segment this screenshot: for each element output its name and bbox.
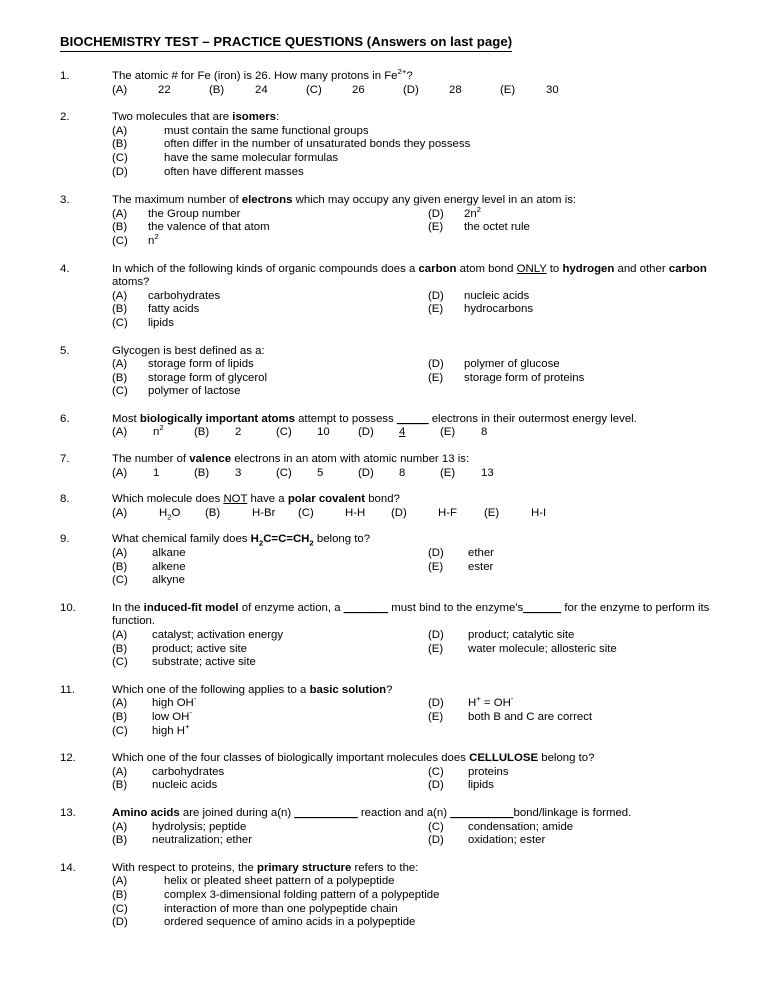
question-item xyxy=(60,533,710,587)
question-number: 8. xyxy=(60,493,70,506)
option-text: high OH- xyxy=(152,694,197,710)
option-row xyxy=(112,358,710,372)
question-number: 10. xyxy=(60,601,76,614)
option-text: 22 xyxy=(158,83,171,96)
option-text: 3 xyxy=(235,466,242,479)
option-label: (A) xyxy=(112,629,128,641)
option-row xyxy=(112,656,710,670)
option-row xyxy=(112,821,710,835)
option-text: 1 xyxy=(153,466,160,479)
question-number: 12. xyxy=(60,752,76,765)
answer-option[interactable] xyxy=(112,889,439,903)
option-text: often differ in the number of unsaturated bonds they possess xyxy=(164,138,471,151)
option-label: (B) xyxy=(112,642,128,655)
option-label: (A) xyxy=(112,765,128,778)
option-text: $n^2$ xyxy=(148,232,159,247)
option-label: (D) xyxy=(112,165,128,178)
option-label: (A) xyxy=(112,289,128,302)
option-text: 4 xyxy=(399,426,406,439)
question-stem: Which one of the following applies to a basic solution? xyxy=(112,683,393,696)
question-stem: The maximum number of electrons which may occupy any given energy level in an atom is: xyxy=(112,194,577,207)
option-label: (D) xyxy=(428,547,444,560)
option-label: (C) xyxy=(112,234,128,247)
option-label: (A) xyxy=(112,124,128,137)
option-group xyxy=(112,766,710,793)
option-label: (B) xyxy=(112,303,128,316)
question-number: 1. xyxy=(60,70,70,82)
option-row xyxy=(112,125,710,139)
option-text: product; catalytic site xyxy=(468,629,575,641)
option-label: (A) xyxy=(112,207,128,220)
option-text: 26 xyxy=(352,83,365,96)
option-label: (E) xyxy=(500,83,516,96)
question-item xyxy=(60,111,710,179)
option-text: carbohydrates xyxy=(148,289,221,302)
question-stem: Which one of the four classes of biologically important molecules does CELLULOSE belong to? xyxy=(112,752,595,765)
option-label: (D) xyxy=(358,466,374,479)
option-label: (B) xyxy=(112,779,128,792)
answer-option[interactable] xyxy=(428,547,494,561)
option-label: (B) xyxy=(112,371,128,384)
question-number: 4. xyxy=(60,262,70,275)
option-text: helix or pleated sheet pattern of a polypeptide xyxy=(164,875,395,888)
option-row xyxy=(112,574,710,588)
option-text: 28 xyxy=(449,83,462,96)
question-number: 2. xyxy=(60,111,70,124)
answer-option[interactable] xyxy=(194,426,276,440)
answer-option[interactable] xyxy=(358,426,440,440)
option-group xyxy=(112,875,710,929)
option-text: product; active site xyxy=(152,642,247,655)
answer-option[interactable] xyxy=(112,694,428,711)
question-item xyxy=(60,602,710,670)
answer-option[interactable] xyxy=(112,423,194,440)
option-text: lipids xyxy=(468,779,494,792)
answer-option[interactable] xyxy=(276,467,358,481)
option-row xyxy=(112,779,710,793)
question-item xyxy=(60,493,710,520)
option-row xyxy=(112,372,710,386)
option-group xyxy=(112,507,710,521)
option-text: alkane xyxy=(152,547,186,560)
option-group xyxy=(112,358,710,399)
option-text: storage form of lipids xyxy=(148,358,254,371)
option-row xyxy=(112,916,710,930)
option-group xyxy=(112,84,710,98)
option-text: the Group number xyxy=(148,207,241,220)
answer-option[interactable] xyxy=(428,711,592,725)
answer-option[interactable] xyxy=(484,507,577,521)
option-group xyxy=(112,694,710,738)
option-label: (D) xyxy=(428,358,444,371)
option-text: high H+ xyxy=(152,721,190,737)
answer-option[interactable] xyxy=(112,166,304,180)
question-number: 14. xyxy=(60,861,76,874)
question-number: 6. xyxy=(60,412,70,425)
answer-option[interactable] xyxy=(112,561,428,575)
option-label: (C) xyxy=(306,83,322,96)
question-stem: Most biologically important atoms attempt to possess _____ electrons in their outermost energy level. xyxy=(112,412,637,425)
option-text: polymer of lactose xyxy=(148,385,241,398)
option-label: (C) xyxy=(112,902,128,915)
question-item xyxy=(60,67,710,97)
option-text: fatty acids xyxy=(148,303,200,316)
question-stem: What chemical family does $H_2C=C=CH_2$ belong to? xyxy=(112,533,371,548)
option-label: (A) xyxy=(112,875,128,888)
answer-option[interactable] xyxy=(112,656,428,670)
answer-option[interactable] xyxy=(428,358,560,372)
option-label: (D) xyxy=(112,916,128,929)
option-label: (A) xyxy=(112,506,128,519)
option-row xyxy=(112,507,710,521)
question-item xyxy=(60,263,710,331)
answer-option[interactable] xyxy=(440,426,522,440)
answer-option[interactable] xyxy=(428,629,574,643)
question-stem: The number of valence electrons in an atom with atomic number 13 is: xyxy=(112,453,470,466)
answer-option[interactable] xyxy=(209,84,306,98)
answer-option[interactable] xyxy=(428,643,617,657)
option-text: H-F xyxy=(438,506,457,519)
option-text: H-Br xyxy=(252,506,276,519)
answer-option[interactable] xyxy=(112,821,428,835)
question-stem: With respect to proteins, the primary structure refers to the: xyxy=(112,861,419,874)
option-group xyxy=(112,125,710,179)
question-number: 5. xyxy=(60,344,70,357)
option-text: H+ = OH- xyxy=(468,694,514,710)
option-label: (D) xyxy=(358,426,374,439)
answer-option[interactable] xyxy=(440,467,522,481)
option-group xyxy=(112,423,710,440)
answer-option[interactable] xyxy=(428,779,494,793)
option-label: (B) xyxy=(112,221,128,234)
option-label: (B) xyxy=(194,426,210,439)
option-text: both B and C are correct xyxy=(468,710,593,723)
option-label: (E) xyxy=(428,642,444,655)
option-label: (B) xyxy=(205,506,221,519)
option-text: have the same molecular formulas xyxy=(164,151,339,164)
option-label: (C) xyxy=(112,385,128,398)
question-number: 3. xyxy=(60,194,70,207)
option-group xyxy=(112,467,710,481)
answer-option[interactable] xyxy=(428,303,533,317)
answer-option[interactable] xyxy=(112,232,428,249)
answer-option[interactable] xyxy=(112,221,428,235)
option-label: (C) xyxy=(428,820,444,833)
option-text: low OH- xyxy=(152,708,192,723)
answer-option[interactable] xyxy=(205,507,298,521)
answer-option[interactable] xyxy=(391,507,484,521)
question-stem: The atomic # for Fe (iron) is 26. How many protons in $Fe^{2+}$? xyxy=(112,67,413,82)
option-text: interaction of more than one polypeptide chain xyxy=(164,902,398,915)
question-stem: Which molecule does NOT have a polar covalent bond? xyxy=(112,493,400,506)
option-row xyxy=(112,903,710,917)
option-text: substrate; active site xyxy=(152,656,256,669)
option-text: 10 xyxy=(317,426,330,439)
question-stem: In which of the following kinds of organic compounds does a carbon atom bond ONLY to hydrogen and other carbon atoms? xyxy=(112,262,707,289)
option-row xyxy=(112,204,710,222)
question-stem: Two molecules that are isomers: xyxy=(112,111,280,124)
answer-option[interactable] xyxy=(112,574,428,588)
option-label: (C) xyxy=(112,724,128,737)
answer-option[interactable] xyxy=(112,290,428,304)
option-text: must contain the same functional groups xyxy=(164,124,369,137)
option-label: (C) xyxy=(428,765,444,778)
option-text: catalyst; activation energy xyxy=(152,629,284,641)
option-label: (E) xyxy=(428,221,444,234)
option-text: oxidation; ester xyxy=(468,834,546,847)
question-item xyxy=(60,345,710,399)
answer-option[interactable] xyxy=(428,372,584,386)
option-label: (E) xyxy=(428,560,444,573)
option-label: (D) xyxy=(428,207,444,220)
option-label: (D) xyxy=(428,697,444,710)
option-row xyxy=(112,166,710,180)
option-text: proteins xyxy=(468,765,509,778)
answer-option[interactable] xyxy=(112,721,428,739)
answer-option[interactable] xyxy=(112,708,428,725)
option-label: (E) xyxy=(428,303,444,316)
question-number: 11. xyxy=(60,683,75,696)
option-text: polymer of glucose xyxy=(464,358,560,371)
option-text: lipids xyxy=(148,316,174,329)
option-row xyxy=(112,629,710,643)
answer-option[interactable] xyxy=(428,204,481,222)
option-label: (B) xyxy=(209,83,225,96)
answer-option[interactable] xyxy=(403,84,500,98)
option-group xyxy=(112,204,710,249)
option-text: 5 xyxy=(317,466,324,479)
option-label: (D) xyxy=(428,834,444,847)
option-group xyxy=(112,290,710,331)
option-text: carbohydrates xyxy=(152,765,225,778)
answer-option[interactable] xyxy=(306,84,403,98)
option-label: (A) xyxy=(112,820,128,833)
answer-option[interactable] xyxy=(194,467,276,481)
answer-option[interactable] xyxy=(112,317,428,331)
question-list xyxy=(60,67,710,930)
option-label: (C) xyxy=(298,506,314,519)
option-text: $n^2$ xyxy=(153,423,164,439)
option-text: nucleic acids xyxy=(152,779,218,792)
option-label: (E) xyxy=(484,506,500,519)
option-label: (A) xyxy=(112,697,128,710)
question-item xyxy=(60,684,710,738)
answer-option[interactable] xyxy=(112,834,428,848)
option-group xyxy=(112,821,710,848)
option-label: (A) xyxy=(112,547,128,560)
option-row xyxy=(112,138,710,152)
question-stem: Glycogen is best defined as a: xyxy=(112,344,265,357)
option-label: (D) xyxy=(403,83,419,96)
option-text: storage form of proteins xyxy=(464,371,585,384)
option-row xyxy=(112,708,710,725)
question-stem: Amino acids are joined during a(n) __________ reaction and a(n) __________bond/linkage is formed. xyxy=(112,806,632,819)
option-text: alkyne xyxy=(152,574,185,587)
option-text: 13 xyxy=(481,466,494,479)
answer-option[interactable] xyxy=(112,629,428,643)
option-label: (B) xyxy=(112,138,128,151)
option-text: nucleic acids xyxy=(464,289,530,302)
option-text: alkene xyxy=(152,560,186,573)
answer-option[interactable] xyxy=(112,916,415,930)
option-text: 2 xyxy=(235,426,242,439)
option-label: (D) xyxy=(391,506,407,519)
answer-option[interactable] xyxy=(112,152,338,166)
question-number: 9. xyxy=(60,533,70,546)
answer-option[interactable] xyxy=(112,385,428,399)
answer-option[interactable] xyxy=(428,290,529,304)
option-label: (C) xyxy=(276,426,292,439)
option-label: (C) xyxy=(112,656,128,669)
option-label: (E) xyxy=(440,466,456,479)
question-number: 7. xyxy=(60,453,70,466)
option-row xyxy=(112,561,710,575)
question-item xyxy=(60,194,710,248)
option-row xyxy=(112,547,710,561)
option-row xyxy=(112,423,710,440)
option-text: the valence of that atom xyxy=(148,221,270,234)
answer-option[interactable] xyxy=(112,643,428,657)
option-row xyxy=(112,889,710,903)
question-stem: In the induced-fit model of enzyme action, a _______ must bind to the enzyme's______ for the enzyme to perform its function. xyxy=(112,601,710,628)
answer-option[interactable] xyxy=(112,766,428,780)
option-row xyxy=(112,694,710,711)
option-label: (B) xyxy=(112,888,128,901)
answer-option[interactable] xyxy=(428,221,530,235)
option-text: $2n^2$ xyxy=(464,204,481,220)
option-row xyxy=(112,221,710,235)
option-text: ordered sequence of amino acids in a polypeptide xyxy=(164,916,416,929)
option-label: (D) xyxy=(428,629,444,641)
option-label: (D) xyxy=(428,779,444,792)
answer-option[interactable] xyxy=(112,84,209,98)
answer-option[interactable] xyxy=(112,779,428,793)
option-row xyxy=(112,303,710,317)
option-text: ester xyxy=(468,560,494,573)
answer-option[interactable] xyxy=(112,303,428,317)
option-label: (A) xyxy=(112,358,128,371)
question-item xyxy=(60,453,710,480)
question-number: 13. xyxy=(60,806,76,819)
option-row xyxy=(112,875,710,889)
answer-option[interactable] xyxy=(428,821,573,835)
option-label: (B) xyxy=(112,560,128,573)
option-text: neutralization; ether xyxy=(152,834,253,847)
page-title: BIOCHEMISTRY TEST – PRACTICE QUESTIONS (Answers on last page) xyxy=(60,34,512,52)
answer-option[interactable] xyxy=(112,372,428,386)
option-label: (B) xyxy=(112,834,128,847)
answer-option[interactable] xyxy=(112,507,205,521)
option-group xyxy=(112,629,710,670)
question-item xyxy=(60,807,710,848)
option-row xyxy=(112,84,710,98)
answer-option[interactable] xyxy=(112,358,428,372)
option-label: (D) xyxy=(428,289,444,302)
option-group xyxy=(112,547,710,588)
option-text: condensation; amide xyxy=(468,820,574,833)
option-row xyxy=(112,721,710,739)
option-text: 24 xyxy=(255,83,268,96)
answer-option[interactable] xyxy=(428,561,493,575)
option-text: hydrolysis; peptide xyxy=(152,820,247,833)
option-label: (C) xyxy=(112,574,128,587)
answer-option[interactable] xyxy=(112,125,369,139)
option-row xyxy=(112,317,710,331)
option-label: (C) xyxy=(112,151,128,164)
option-row xyxy=(112,385,710,399)
option-label: (E) xyxy=(428,710,444,723)
option-label: (E) xyxy=(440,426,456,439)
option-row xyxy=(112,232,710,249)
answer-option[interactable] xyxy=(112,547,428,561)
answer-option[interactable] xyxy=(112,875,395,889)
option-text: storage form of glycerol xyxy=(148,371,268,384)
answer-option[interactable] xyxy=(112,208,428,222)
option-label: (A) xyxy=(112,466,128,479)
option-text: hydrocarbons xyxy=(464,303,534,316)
option-text: 8 xyxy=(399,466,406,479)
option-label: (B) xyxy=(112,710,128,723)
answer-option[interactable] xyxy=(428,694,514,711)
option-text: water molecule; allosteric site xyxy=(468,642,617,655)
option-label: (A) xyxy=(112,83,128,96)
option-text: H-I xyxy=(531,506,547,519)
option-label: (C) xyxy=(276,466,292,479)
option-row xyxy=(112,834,710,848)
option-text: H-H xyxy=(345,506,366,519)
option-label: (E) xyxy=(428,371,444,384)
answer-option[interactable] xyxy=(358,467,440,481)
option-label: (A) xyxy=(112,426,128,439)
answer-option[interactable] xyxy=(112,138,470,152)
answer-option[interactable] xyxy=(428,834,545,848)
option-text: often have different masses xyxy=(164,165,304,178)
answer-option[interactable] xyxy=(298,507,391,521)
option-text: $H_2O$ xyxy=(159,506,181,522)
answer-option[interactable] xyxy=(428,766,509,780)
option-text: 30 xyxy=(546,83,559,96)
question-item xyxy=(60,862,710,930)
option-label: (B) xyxy=(194,466,210,479)
answer-option[interactable] xyxy=(500,84,597,98)
question-item xyxy=(60,413,710,440)
option-text: the octet rule xyxy=(464,221,530,234)
answer-option[interactable] xyxy=(112,467,194,481)
option-row xyxy=(112,290,710,304)
option-text: complex 3-dimensional folding pattern of a polypeptide xyxy=(164,888,440,901)
question-item xyxy=(60,752,710,793)
option-label: (C) xyxy=(112,316,128,329)
option-text: 8 xyxy=(481,426,488,439)
option-row xyxy=(112,152,710,166)
option-row xyxy=(112,467,710,481)
option-row xyxy=(112,643,710,657)
option-row xyxy=(112,766,710,780)
option-text: ether xyxy=(468,547,494,560)
answer-option[interactable] xyxy=(112,903,398,917)
answer-option[interactable] xyxy=(276,426,358,440)
